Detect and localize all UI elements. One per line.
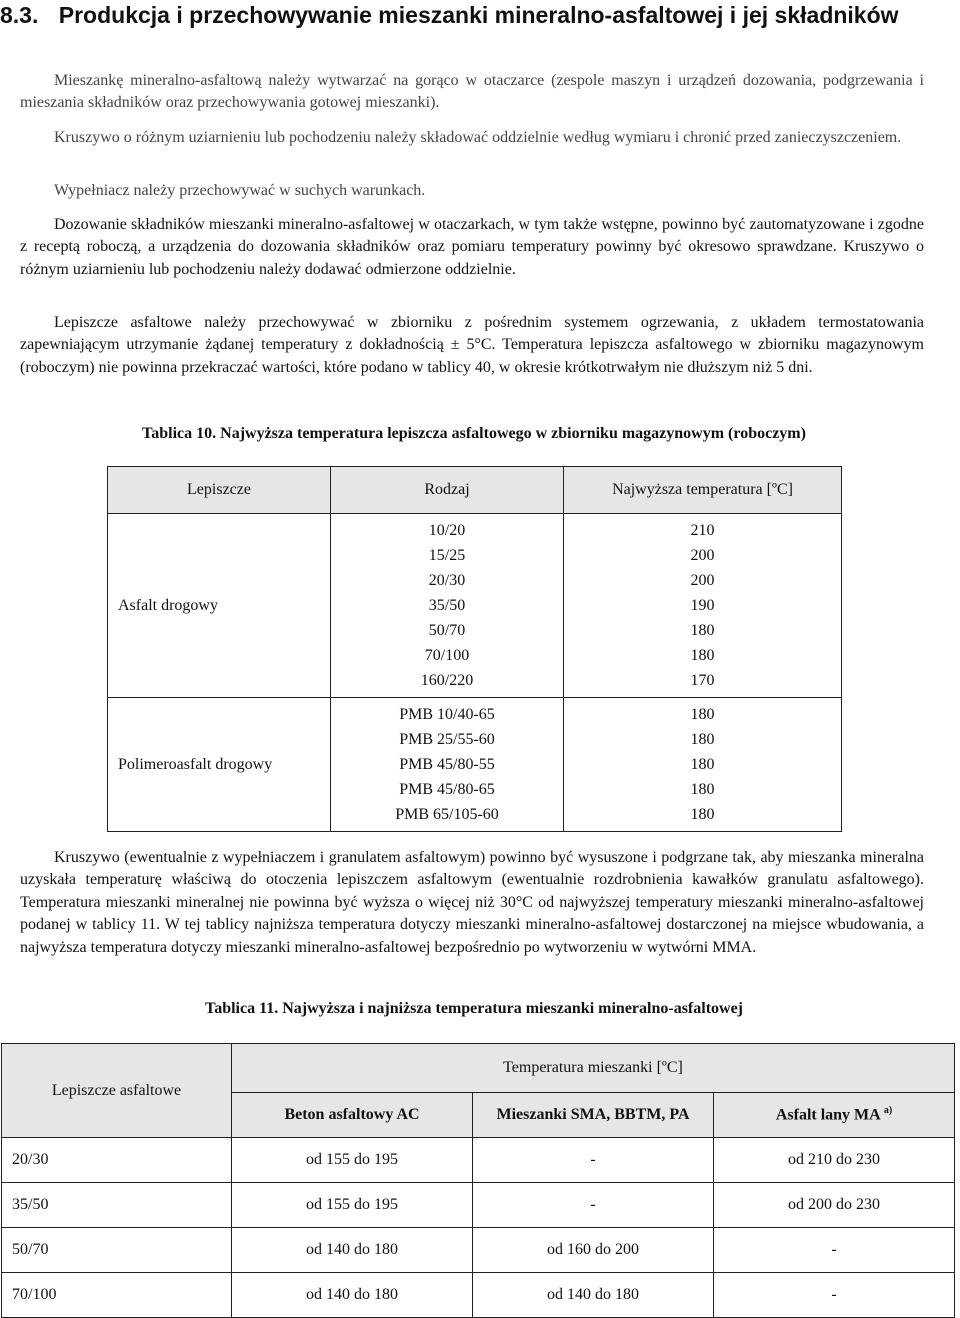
table11-cell: 50/70: [2, 1228, 232, 1273]
table10-temp: 180: [690, 781, 715, 798]
table11-subheader-ma: [714, 1093, 955, 1138]
table10-type: 15/25: [428, 547, 466, 564]
table10-type: PMB 65/105-60: [395, 806, 499, 823]
table11-row: [2, 1228, 955, 1273]
table10-header-temp: Najwyższa temperatura [ºC]: [564, 467, 842, 514]
table11-header-temperature: Temperatura mieszanki [ºC]: [232, 1044, 955, 1093]
table11-cell: od 140 do 180: [232, 1228, 473, 1273]
table10-type-list: [331, 518, 563, 693]
table10-type: PMB 45/80-55: [399, 756, 495, 773]
table10-caption: Tablica 10. Najwyższa temperatura lepiszcza asfaltowego w zbiorniku magazynowym (roboczym): [142, 425, 806, 442]
table10-type: 160/220: [420, 672, 474, 689]
table11-header-row: [2, 1044, 955, 1093]
table10: [107, 466, 842, 832]
paragraph-filler-storage: Wypełniacz należy przechowywać w suchych warunkach.: [54, 182, 426, 199]
paragraph-dosing: Dozowanie składników mieszanki mineralno-asfaltowej w otaczarkach, w tym także wstępne, powinno być zautomatyzowane i zgodne z receptą roboczą, a urządzenia do dozowania składników oraz pomiaru temperatury powinny być okresowo sprawdzane. Kruszywo o różnym uziarnieniu lub pochodzeniu należy dodawać odmierzone oddzielnie.: [20, 216, 924, 278]
table11-row: [2, 1138, 955, 1183]
section-heading: [0, 0, 935, 31]
table11-cell: -: [473, 1183, 714, 1228]
section-title: Produkcja i przechowywanie mieszanki mineralno-asfaltowej i jej składników: [58, 2, 899, 28]
table11-cell: -: [714, 1228, 955, 1273]
table10-temp: 190: [690, 597, 715, 614]
table11-cell: 35/50: [2, 1183, 232, 1228]
table11-subheader-ac: Beton asfaltowy AC: [232, 1093, 473, 1138]
table10-temp: 210: [690, 522, 715, 539]
paragraph-production: Mieszankę mineralno-asfaltową należy wytwarzać na gorąco w otaczarce (zespole maszyn i urządzeń dozowania, podgrzewania i mieszania składników oraz przechowywania gotowej mieszanki).: [20, 72, 924, 112]
table11-cell: -: [473, 1138, 714, 1183]
table10-temp: 180: [690, 806, 715, 823]
table10-type: PMB 45/80-65: [399, 781, 495, 798]
table10-type: 50/70: [428, 622, 466, 639]
table10-temp: 180: [690, 647, 715, 664]
table11-subheader-sma: Mieszanki SMA, BBTM, PA: [473, 1093, 714, 1138]
table11-header-binder: Lepiszcze asfaltowe: [2, 1044, 232, 1138]
table10-temp-list: [564, 518, 841, 693]
paragraph-binder-storage: Lepiszcze asfaltowe należy przechowywać w zbiorniku z pośrednim systemem ogrzewania, z układem termostatowania zapewniającym utrzymanie żądanej temperatury z dokładnością ± 5°C. Temperatura lepiszcza asfaltowego w zbiorniku magazynowym (roboczym) nie powinna przekraczać wartości, które podano w tablicy 40, w okresie krótkotrwałym nie dłuższym niż 5 dni.: [20, 314, 924, 376]
table10-type: PMB 10/40-65: [399, 706, 495, 723]
table11: [1, 1043, 955, 1318]
table10-temp: 180: [690, 731, 715, 748]
table10-group-name: Asfalt drogowy: [108, 514, 331, 698]
table10-type: 35/50: [428, 597, 466, 614]
table11-cell: od 200 do 230: [714, 1183, 955, 1228]
table11-row: [2, 1183, 955, 1228]
table10-group-row: [108, 514, 842, 698]
table10-type: 10/20: [428, 522, 466, 539]
table11-cell: od 140 do 180: [473, 1273, 714, 1318]
section-number: 8.3.: [0, 2, 39, 28]
table10-type: 20/30: [428, 572, 466, 589]
table10-temp: 200: [690, 547, 715, 564]
table10-type: PMB 25/55-60: [399, 731, 495, 748]
table11-subheader-ma-label: Asfalt lany MA: [775, 1106, 880, 1124]
paragraph-aggregate-storage: Kruszywo o różnym uziarnieniu lub pochodzeniu należy składować oddzielnie według wymiaru i chronić przed zanieczyszczeniem.: [54, 129, 902, 146]
table10-temp-list: [564, 702, 841, 827]
table10-temp: 170: [690, 672, 715, 689]
table10-group-row: [108, 698, 842, 832]
table11-row: [2, 1273, 955, 1318]
table11-cell: -: [714, 1273, 955, 1318]
table11-cell: od 155 do 195: [232, 1183, 473, 1228]
table10-temp: 180: [690, 706, 715, 723]
table11-cell: od 160 do 200: [473, 1228, 714, 1273]
table10-header-type: Rodzaj: [331, 467, 564, 514]
table10-temp: 200: [690, 572, 715, 589]
table10-type-list: [331, 702, 563, 827]
table10-header-row: [108, 467, 842, 514]
table10-header-binder: Lepiszcze: [108, 467, 331, 514]
footnote-mark: a): [883, 1105, 893, 1117]
paragraph-aggregate-heating: Kruszywo (ewentualnie z wypełniaczem i granulatem asfaltowym) powinno być wysuszone i podgrzane tak, aby mieszanka mineralna uzyskała temperaturę właściwą do otoczenia lepiszczem asfaltowym (ewentualnie rozdrobnienia kawałków granulatu asfaltowego). Temperatura mieszanki mineralnej nie powinna być wyższa o więcej niż 30°C od najwyższej temperatury mieszanki mineralno-asfaltowej podanej w tablicy 11. W tej tablicy najniższa temperatura dotyczy mieszanki mineralno-asfaltowej dostarczonej na miejsce wbudowania, a najwyższa temperatura dotyczy mieszanki mineralno-asfaltowej bezpośrednio po wytworzeniu w wytwórni MMA.: [20, 849, 924, 956]
table11-caption: Tablica 11. Najwyższa i najniższa temperatura mieszanki mineralno-asfaltowej: [204, 1000, 743, 1017]
table11-cell: od 140 do 180: [232, 1273, 473, 1318]
table11-cell: od 210 do 230: [714, 1138, 955, 1183]
table11-cell: od 155 do 195: [232, 1138, 473, 1183]
table10-temp: 180: [690, 622, 715, 639]
table10-group-name: Polimeroasfalt drogowy: [108, 698, 331, 832]
table11-cell: 70/100: [2, 1273, 232, 1318]
table11-cell: 20/30: [2, 1138, 232, 1183]
table10-type: 70/100: [424, 647, 470, 664]
table10-temp: 180: [690, 756, 715, 773]
